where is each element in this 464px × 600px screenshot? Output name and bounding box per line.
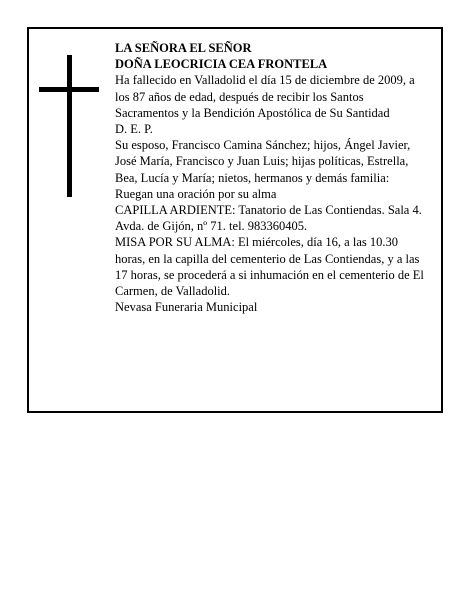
- chapel-address: Avda. de Gijón, nº 71. tel. 983360405.: [115, 219, 308, 234]
- rip-line: D. E. P.: [115, 122, 153, 137]
- cross-horizontal-bar: [39, 87, 99, 92]
- mass-info: MISA POR SU ALMA: El miércoles, día 16, a las 10.30 horas, en la capilla del cementerio de Las Contiendas, y a las 17 horas, se procederá a si inhumación en el cementerio de El Carmen, de Valladolid.: [115, 235, 424, 299]
- cross-vertical-bar: [67, 55, 72, 197]
- heading-title: LA SEÑORA EL SEÑOR: [115, 41, 252, 55]
- chapel-info: CAPILLA ARDIENTE: Tanatorio de Las Contiendas. Sala 4.: [115, 203, 422, 218]
- family-list: Su esposo, Francisco Camina Sánchez; hijos, Ángel Javier, José María, Francisco y Juan Luis; hijas políticas, Estrella, Bea, Lucía y María; nietos, hermanos y demás familia:: [115, 138, 411, 185]
- obituary-text: [115, 40, 425, 315]
- death-announcement: Ha fallecido en Valladolid el día 15 de diciembre de 2009, a los 87 años de edad, después de recibir los Santos Sacramentos y la Bendición Apostólica de Su Santidad: [115, 73, 415, 120]
- deceased-name: DOÑA LEOCRICIA CEA FRONTELA: [115, 57, 328, 72]
- obituary-notice: [27, 27, 443, 413]
- funeral-home: Nevasa Funeraria Municipal: [115, 300, 258, 315]
- prayer-request: Ruegan una oración por su alma: [115, 186, 277, 201]
